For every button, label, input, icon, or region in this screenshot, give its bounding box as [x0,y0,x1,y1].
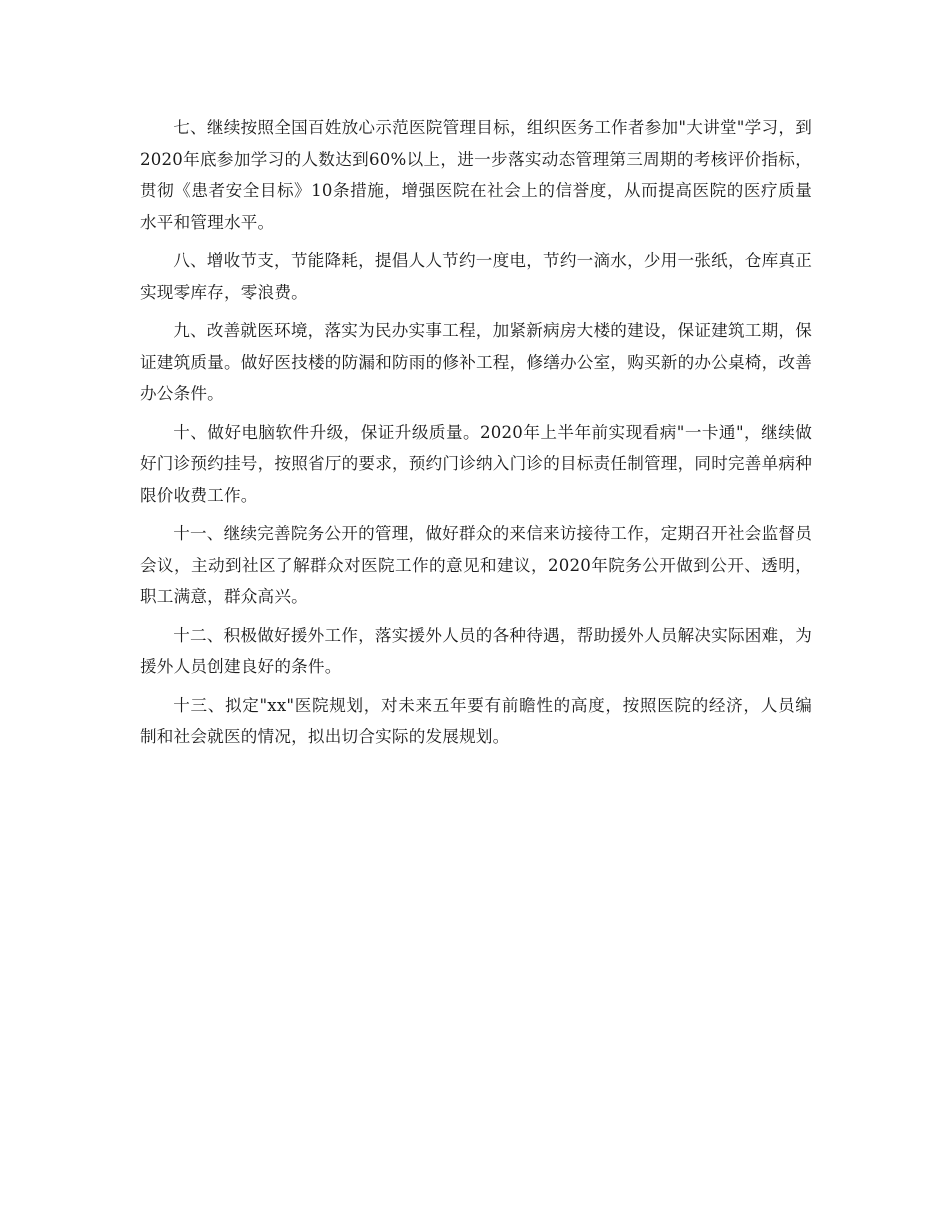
paragraph-11: 十一、继续完善院务公开的管理，做好群众的来信来访接待工作，定期召开社会监督员会议，主动到社区了解群众对医院工作的意见和建议，2020年院务公开做到公开、透明，职工满意，群众高兴。 [140,524,812,606]
document-body [140,112,812,760]
paragraph-9: 九、改善就医环境，落实为民办实事工程，加紧新病房大楼的建设，保证建筑工期，保证建筑质量。做好医技楼的防漏和防雨的修补工程，修缮办公室，购买新的办公桌椅，改善办公条件。 [140,321,812,403]
paragraph-12: 十二、积极做好援外工作，落实援外人员的各种待遇，帮助援外人员解决实际困难，为援外人员创建良好的条件。 [140,625,812,676]
paragraph-10: 十、做好电脑软件升级，保证升级质量。2020年上半年前实现看病"一卡通"，继续做好门诊预约挂号，按照省厅的要求，预约门诊纳入门诊的目标责任制管理，同时完善单病种限价收费工作。 [140,422,812,505]
paragraph-13: 十三、拟定"xx"医院规划，对未来五年要有前瞻性的高度，按照医院的经济，人员编制和社会就医的情况，拟出切合实际的发展规划。 [140,695,812,746]
paragraph-7: 七、继续按照全国百姓放心示范医院管理目标，组织医务工作者参加"大讲堂"学习，到2020年底参加学习的人数达到60%以上，进一步落实动态管理第三周期的考核评价指标，贯彻《患者安全目标》10条措施，增强医院在社会上的信誉度，从而提高医院的医疗质量水平和管理水平。 [140,118,812,232]
paragraph-8: 八、增收节支，节能降耗，提倡人人节约一度电，节约一滴水，少用一张纸，仓库真正实现零库存，零浪费。 [140,251,812,302]
